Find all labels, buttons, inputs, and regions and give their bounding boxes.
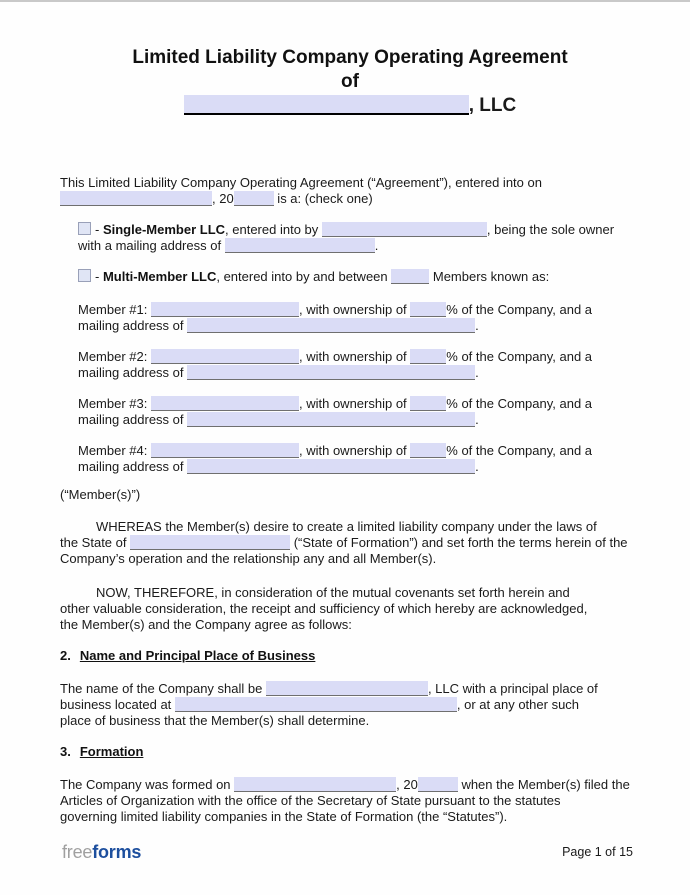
member-2-pct-text: % of the Company, and a: [446, 349, 593, 364]
member-2-label: Member #2:: [78, 349, 148, 364]
member-3-row: [78, 396, 640, 428]
intro-text-3: is a: (check one): [273, 191, 373, 206]
member-4-address-field[interactable]: [187, 459, 475, 474]
member-1-address-field[interactable]: [187, 318, 475, 333]
multi-member-option: [78, 269, 640, 285]
document-title: Limited Liability Company Operating Agreement: [132, 47, 568, 68]
section-3-title: Formation: [79, 744, 144, 759]
single-member-text-2: , being the sole owner: [486, 222, 615, 237]
company-name-field[interactable]: [184, 95, 469, 115]
section-2-text-4: , or at any other such: [456, 697, 580, 712]
section-2-text-1: The name of the Company shall be: [60, 681, 266, 696]
section-3-text-5: governing limited liability companies in the State of Formation (the “Statutes”).: [60, 809, 508, 824]
single-member-label: Single-Member LLC: [102, 222, 226, 237]
section-2-text-2: , LLC with a principal place of: [427, 681, 598, 696]
whereas-text-1: WHEREAS the Member(s) desire to create a limited liability company under the laws of: [96, 519, 597, 534]
page-footer: [62, 841, 633, 863]
member-3-mailing-text: mailing address of: [78, 412, 188, 427]
single-member-period: .: [374, 238, 379, 253]
now-text-1: NOW, THEREFORE, in consideration of the mutual covenants set forth herein and: [96, 585, 570, 600]
member-3-address-field[interactable]: [187, 412, 475, 427]
section-3-text-3: when the Member(s) filed the: [457, 777, 630, 792]
member-3-name-field[interactable]: [151, 396, 299, 411]
member-4-period: .: [475, 459, 479, 474]
member-2-name-field[interactable]: [151, 349, 299, 364]
single-member-option: [78, 222, 640, 254]
title-company-line: [60, 94, 640, 118]
member-4-row: [78, 443, 640, 475]
member-2-mailing-text: mailing address of: [78, 365, 188, 380]
member-2-period: .: [475, 365, 479, 380]
member-4-pct-text: % of the Company, and a: [446, 443, 593, 458]
whereas-text-2: the State of: [60, 535, 131, 550]
member-3-period: .: [475, 412, 479, 427]
member-4-name-field[interactable]: [151, 443, 299, 458]
member-3-pct-text: % of the Company, and a: [446, 396, 593, 411]
single-member-text-3: with a mailing address of: [78, 238, 225, 253]
single-member-checkbox[interactable]: [78, 222, 91, 235]
section-3-heading: [60, 744, 640, 760]
member-count-field[interactable]: [391, 269, 429, 284]
section-2-text-3: business located at: [60, 697, 175, 712]
member-2-address-field[interactable]: [187, 365, 475, 380]
intro-text-1: This Limited Liability Company Operating Agreement (“Agreement”), entered into on: [60, 175, 542, 190]
now-text-2: other valuable consideration, the receipt and sufficiency of which hereby are acknowledged,: [60, 601, 588, 616]
multi-member-label: Multi-Member LLC: [102, 269, 217, 284]
multi-member-dash: -: [95, 269, 103, 284]
section-2-title: Name and Principal Place of Business: [79, 648, 316, 663]
member-4-ownership-text: , with ownership of: [299, 443, 411, 458]
single-member-dash: -: [95, 222, 103, 237]
brand-forms-text: forms: [92, 842, 142, 862]
agreement-year-field[interactable]: [234, 191, 274, 206]
intro-paragraph: [60, 175, 640, 207]
member-3-ownership-text: , with ownership of: [299, 396, 411, 411]
member-3-label: Member #3:: [78, 396, 148, 411]
page-number: Page 1 of 15: [562, 845, 633, 859]
member-1-label: Member #1:: [78, 302, 148, 317]
state-of-formation-field[interactable]: [130, 535, 290, 550]
now-therefore-paragraph: [60, 585, 640, 633]
section-2-paragraph: [60, 681, 640, 729]
member-1-period: .: [475, 318, 479, 333]
multi-member-text-2: Members known as:: [429, 269, 550, 284]
section-3-text-4: Articles of Organization with the office of the Secretary of State pursuant to the statutes: [60, 793, 561, 808]
whereas-text-3: (“State of Formation”) and set forth the terms herein of the: [290, 535, 628, 550]
freeforms-logo: [62, 841, 141, 863]
whereas-text-4: Company’s operation and the relationship any and all Member(s).: [60, 551, 437, 566]
now-text-3: the Member(s) and the Company agree as follows:: [60, 617, 352, 632]
members-tag: (“Member(s)”): [60, 487, 141, 502]
member-4-label: Member #4:: [78, 443, 148, 458]
member-4-ownership-field[interactable]: [410, 443, 446, 458]
single-member-text-1: , entered into by: [225, 222, 322, 237]
section-3-paragraph: [60, 777, 640, 825]
multi-member-checkbox[interactable]: [78, 269, 91, 282]
single-member-name-field[interactable]: [322, 222, 487, 237]
formation-year-field[interactable]: [418, 777, 458, 792]
intro-text-2: , 20: [212, 191, 234, 206]
whereas-paragraph: [60, 519, 640, 567]
single-member-address-field[interactable]: [225, 238, 375, 253]
member-1-row: [78, 302, 640, 334]
member-1-mailing-text: mailing address of: [78, 318, 188, 333]
section-2-text-5: place of business that the Member(s) shall determine.: [60, 713, 370, 728]
member-1-ownership-field[interactable]: [410, 302, 446, 317]
member-2-ownership-text: , with ownership of: [299, 349, 411, 364]
member-1-ownership-text: , with ownership of: [299, 302, 411, 317]
member-1-pct-text: % of the Company, and a: [446, 302, 593, 317]
member-1-name-field[interactable]: [151, 302, 299, 317]
brand-free-text: free: [62, 842, 93, 862]
section-2-heading: [60, 648, 640, 664]
business-address-field[interactable]: [175, 697, 457, 712]
section-3-text-1: The Company was formed on: [60, 777, 235, 792]
member-2-row: [78, 349, 640, 381]
section-3-number: 3.: [60, 744, 71, 759]
section-3-text-2: , 20: [396, 777, 418, 792]
multi-member-text-1: , entered into by and between: [216, 269, 392, 284]
formation-date-field[interactable]: [234, 777, 396, 792]
section-2-number: 2.: [60, 648, 71, 663]
agreement-date-field[interactable]: [60, 191, 212, 206]
member-2-ownership-field[interactable]: [410, 349, 446, 364]
company-suffix: , LLC: [468, 95, 517, 116]
company-name-2-field[interactable]: [266, 681, 428, 696]
document-title-of: of: [341, 71, 359, 92]
member-3-ownership-field[interactable]: [410, 396, 446, 411]
member-4-mailing-text: mailing address of: [78, 459, 188, 474]
